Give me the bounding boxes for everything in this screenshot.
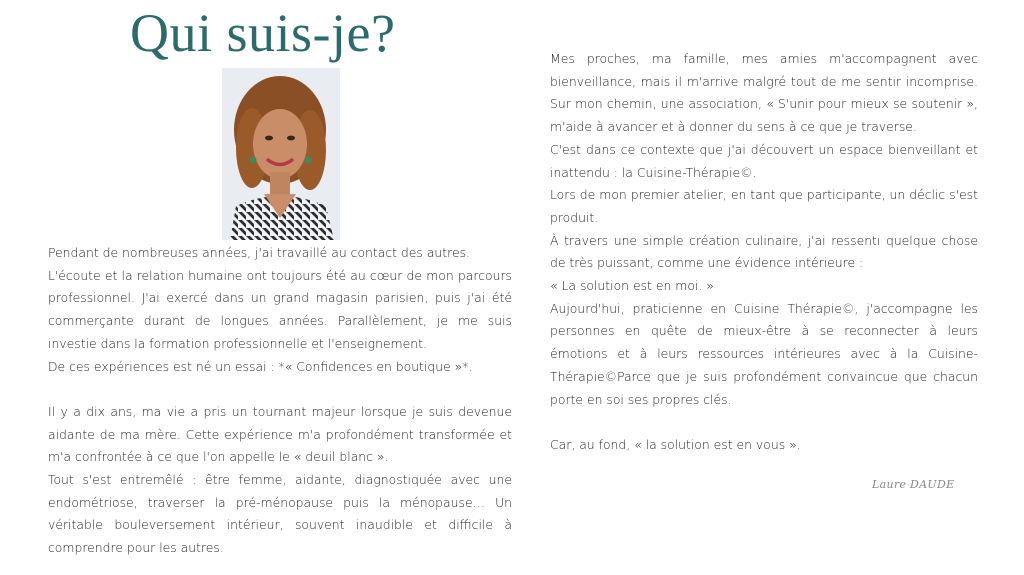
paragraph: Mes proches, ma famille, mes amies m'accompagnent avec bienveillance, mais il m'arrive malgré tout de me sentir incomprise. Sur mon chemin, une association, « S'unir pour mieux se soutenir », m'aide à avancer et à donner du sens à ce que je traverse.: [550, 51, 978, 135]
signature: Laure DAUDE: [872, 478, 955, 491]
quote: « La solution est en moi. »: [550, 278, 714, 294]
page-title: Qui suis-je?: [130, 3, 396, 63]
paragraph: À travers une simple création culinaire, j'ai ressenti quelque chose de très puissant, comme une évidence intérieure :: [550, 232, 978, 271]
paragraph: De ces expériences est né un essai : *« Confidences en boutique »*.: [48, 358, 473, 374]
paragraph: Aujourd'hui, praticienne en Cuisine Thérapie©, j'accompagne les personnes en quête de mieux-être à se reconnecter à leurs émotions et à leurs ressources intérieures avec à la Cuisine-Thérapie©Parce que je suis profondément convaincue que chacun porte en soi ses propres clés.: [550, 300, 978, 407]
paragraph: L'écoute et la relation humaine ont toujours été au cœur de mon parcours professionnel. J'ai exercé dans un grand magasin parisien, puis j'ai été commerçante durant de longues années. Parallèlement, je me suis investie dans la formation professionnelle et l'enseignement.: [48, 267, 512, 351]
paragraph-spacer: [48, 378, 512, 401]
paragraph-spacer: [550, 411, 978, 434]
left-text-column: [48, 242, 512, 560]
paragraph: C'est dans ce contexte que j'ai découvert un espace bienveillant et inattendu : la Cuisine-Thérapie©.: [550, 141, 978, 180]
paragraph: Tout s'est entremêlé : être femme, aidante, diagnostiquée avec une endométriose, traverser la pré-ménopause puis la ménopause… Un véritable bouleversement intérieur, souvent inaudible et difficile à comprendre pour les autres.: [48, 472, 512, 556]
right-text-column: [550, 48, 978, 457]
paragraph: Il y a dix ans, ma vie a pris un tournant majeur lorsque je suis devenue aidante de ma mère. Cette expérience m'a profondément transformée et m'a confrontée à ce que l'on appelle le « deuil blanc ».: [48, 403, 512, 465]
closing-line: Car, au fond, « la solution est en vous ».: [550, 436, 801, 452]
paragraph: Lors de mon premier atelier, en tant que participante, un déclic s'est produit.: [550, 187, 978, 225]
portrait-photo: [222, 68, 340, 240]
paragraph: Pendant de nombreuses années, j'ai travaillé au contact des autres.: [48, 245, 470, 260]
